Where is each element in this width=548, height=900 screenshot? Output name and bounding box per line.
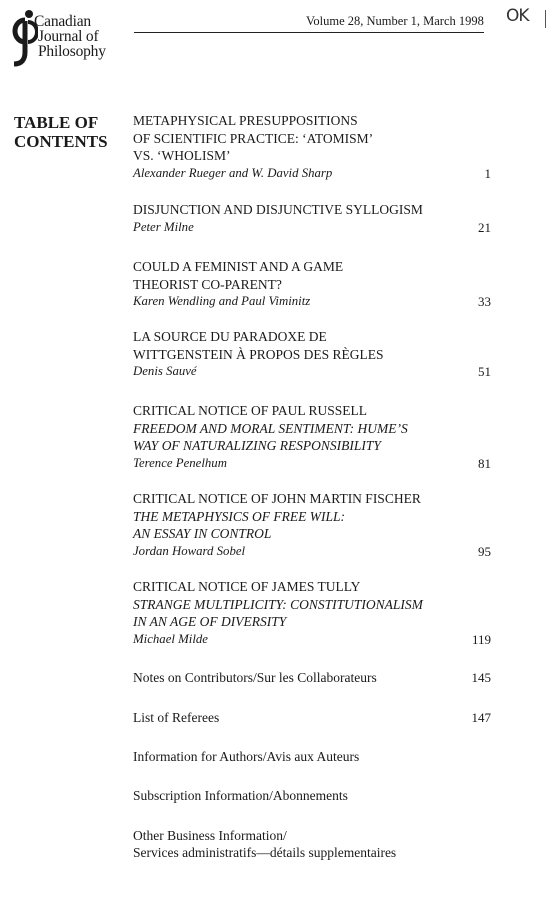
entry-subtitle-line: STRANGE MULTIPLICITY: CONSTITUTIONALISM <box>133 596 423 612</box>
journal-name-line: Journal of <box>38 28 99 45</box>
entry-subtitle-line: IN AN AGE OF DIVERSITY <box>133 614 287 629</box>
entry-title-line: WITTGENSTEIN À PROPOS DES RÈGLES <box>133 346 384 362</box>
toc-misc-entry <box>133 748 491 765</box>
entry-title-line: VS. ‘WHOLISM’ <box>133 148 231 163</box>
toc-entry <box>133 258 491 311</box>
journal-name-line: Philosophy <box>38 43 106 60</box>
entry-page-number: 21 <box>478 219 491 235</box>
entry-title-line: CRITICAL NOTICE OF JAMES TULLY <box>133 579 361 594</box>
toc-misc-entry <box>133 787 491 804</box>
entry-subtitle-line: WAY OF NATURALIZING RESPONSIBILITY <box>133 438 381 453</box>
entry-author: Denis Sauvé <box>133 364 197 378</box>
toc-entry <box>133 112 491 182</box>
entry-subtitle-line: THE METAPHYSICS OF FREE WILL: <box>133 508 345 524</box>
entry-page-number: 1 <box>484 165 491 181</box>
entry-page-number: 119 <box>471 631 491 647</box>
toc-entry <box>133 578 491 648</box>
misc-entry-label: Notes on Contributors/Sur les Collaborateurs <box>133 670 377 685</box>
toc-heading-line: CONTENTS <box>14 132 108 151</box>
journal-name-line: Canadian <box>34 13 91 30</box>
entry-title-line: OF SCIENTIFIC PRACTICE: ‘ATOMISM’ <box>133 130 374 146</box>
toc-heading-line: TABLE OF <box>14 113 99 132</box>
entry-author: Peter Milne <box>133 219 194 234</box>
entry-author: Karen Wendling and Paul Viminitz <box>133 294 311 308</box>
misc-entry-page-number: 147 <box>471 710 491 725</box>
toc-entry <box>133 490 491 560</box>
entry-subtitle-line: AN ESSAY IN CONTROL <box>133 526 272 541</box>
misc-entry-label: Subscription Information/Abonnements <box>133 788 348 803</box>
toc-misc-entry <box>133 709 491 726</box>
toc-misc-entry <box>133 827 491 861</box>
toc-entry <box>133 402 491 472</box>
misc-entry-label: Services administratifs—détails supplementaires <box>133 845 397 860</box>
misc-entry-page-number: 145 <box>471 670 491 685</box>
entry-page-number: 95 <box>478 543 491 559</box>
misc-entry-label: Information for Authors/Avis aux Auteurs <box>133 749 360 764</box>
toc-misc-entry <box>133 669 491 686</box>
toc-entry <box>133 201 491 236</box>
journal-name <box>34 14 106 59</box>
misc-entry-label: List of Referees <box>133 710 220 725</box>
toc-heading <box>14 113 108 151</box>
journal-logo <box>8 8 138 68</box>
entry-subtitle-line: FREEDOM AND MORAL SENTIMENT: HUME’S <box>133 420 408 436</box>
page-edge-mark <box>545 10 546 28</box>
entry-title-line: CRITICAL NOTICE OF PAUL RUSSELL <box>133 403 368 418</box>
entry-author: Alexander Rueger and W. David Sharp <box>133 165 333 180</box>
entry-title-line: METAPHYSICAL PRESUPPOSITIONS <box>133 113 358 128</box>
entry-author: Michael Milde <box>133 631 208 646</box>
entry-page-number: 51 <box>478 364 491 379</box>
entry-title-line: CRITICAL NOTICE OF JOHN MARTIN FISCHER <box>133 491 421 506</box>
toc-entry <box>133 328 491 381</box>
entry-page-number: 33 <box>478 294 491 309</box>
entry-author: Jordan Howard Sobel <box>133 543 246 558</box>
entry-page-number: 81 <box>478 455 491 471</box>
entry-title-line: DISJUNCTION AND DISJUNCTIVE SYLLOGISM <box>133 202 423 217</box>
misc-entry-label: Other Business Information/ <box>133 828 287 843</box>
entry-title-line: THEORIST CO-PARENT? <box>133 276 282 292</box>
handwritten-ok-note: OK <box>506 6 529 26</box>
volume-info: Volume 28, Number 1, March 1998 <box>306 14 484 28</box>
header-rule <box>134 32 484 33</box>
entry-title-line: LA SOURCE DU PARADOXE DE <box>133 329 327 344</box>
entry-author: Terence Penelhum <box>133 455 227 470</box>
entry-title-line: COULD A FEMINIST AND A GAME <box>133 259 344 274</box>
